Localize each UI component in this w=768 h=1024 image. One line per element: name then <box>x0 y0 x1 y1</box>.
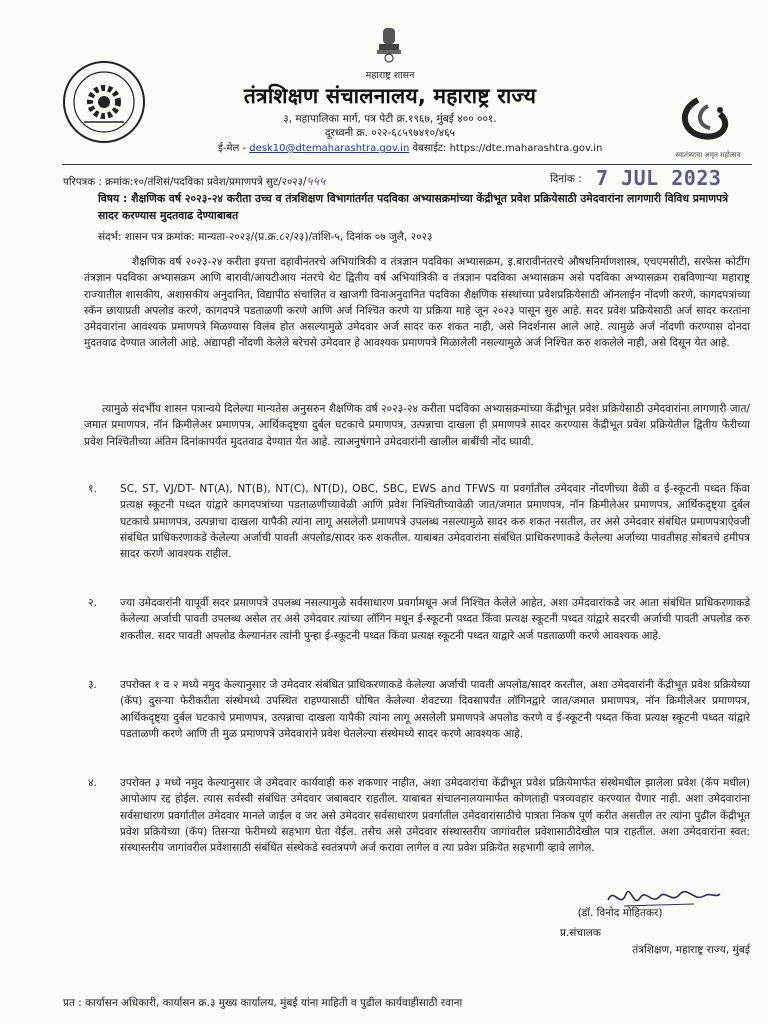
list-item-number: ४. <box>88 777 97 789</box>
email-link[interactable]: desk10@dtemaharashtra.gov.in <box>249 143 410 154</box>
date-label: दिनांक : <box>550 173 582 185</box>
list-item <box>84 677 750 742</box>
reference-line: संदर्भ: शासन पत्र क्रमांक: मान्यता-२०२३/(प्र.क्र.८२/२३)/तांशि-५, दिनांक ०७ जुलै, २०२३ <box>98 231 433 243</box>
list-item-text: ज्या उमेदवारांनी यापूर्वी सदर प्रमाणपत्रे उपलब्ध नसल्यामुळे सर्वसाधारण प्रवर्गामधून अर्ज निश्चित केलेले आहेत, अशा उमेदवारांकडे जर आता संबंधित प्राधिकरणाकडे केलेल्या अर्जाची पावती उपलब्ध असेल तर असे उमेदवार त्यांच्या लॉगिन मधून ई-स्कूटनी पध्दत किंवा प्रत्यक्ष स्कूटनी पध्दत यांद्वारे सदरची अर्जाची पावती अपलोड करु शकतील. सदर पावती अपलोड केल्यानंतर त्यांनी पुन्हा ई-स्कूटनी पध्दत किंवा प्रत्यक्ष स्कूटनी पध्दत याद्वारे अर्ज पडताळणी करणे आवश्यक आहे. <box>120 597 750 642</box>
phone-line: दूरध्वनी क्र. ०२२-६८५९७४१०/४६५ <box>324 127 456 139</box>
logo-caption: स्वातंत्र्याचा अमृत महोत्सव <box>675 151 741 159</box>
email-prefix: ई-मेल - <box>218 143 247 154</box>
list-item-number: २. <box>88 597 97 609</box>
list-item <box>84 481 750 562</box>
amrit-mahotsav-logo-icon <box>668 92 748 148</box>
date-stamp: 7 JUL 2023 <box>596 166 722 190</box>
list-item-text: उपरोक्त ३ मध्ये नमुद केल्यानुसार जे उमेदवार कार्यवाही करु शकणार नाहीत, अशा उमेदवारांचा केंद्रीभूत प्रवेश प्रक्रियेमार्फत संस्थेमधील झालेला प्रवेश (कॅप मधील) आपोआप रद्द होईल. त्यास सर्वस्वी संबंधित उमेदवार जबाबदार राहतील. याबाबत संचालनालयामार्फत कोणताही पत्रव्यवहार करण्यात येणार नाही. अशा उमेदवारांना सर्वसाधारण प्रवर्गातील उमेदवार मानले जाईल व जर असे उमेदवार सर्वसाधारण प्रवर्गातील उमेदवारांसाठीचे पात्रता निकष पूर्ण करीत असतील तर त्यांना पुढील केंद्रीभूत प्रवेश प्रक्रियेच्या (कॅप) तिसऱ्या फेरीमध्ये सहभाग घेता येईल. तसेच असे उमेदवार संस्थास्तरीय जागांवरील प्रवेशासाठीदेखील पात्र राहतील. अशा उमेदवारांना स्वत: संस्थास्तरीय जागांवरील प्रवेशासाठी संबंधित संस्थेकडे स्वतंत्रपणे अर्ज करावा लागेल व त्या प्रवेश प्रक्रियेत सहभागी व्हावे लागेल. <box>120 777 750 855</box>
list-item <box>84 595 750 644</box>
signatory-office: तंत्रशिक्षण, महाराष्ट्र राज्य, मुंबई <box>632 944 750 956</box>
address-block <box>150 112 630 140</box>
list-item-text: SC, ST, VJ/DT- NT(A), NT(B), NT(C), NT(D), OBC, SBC, EWS and TFWS या प्रवर्गातील उमेदवार नोंदणीच्या वेळी व ई-स्कूटनी पध्दत किंवा प्रत्यक्ष स्कूटनी पध्दत यांद्वारे कागदपत्रांच्या पडताळणीच्यावेळी आणि प्रवेश निश्चितीच्यावेळी जात/जमात प्रमाणपत्र, नॉन क्रिमीलेअर प्रमाणपत्र, आर्थिकदृष्ट्या दुर्बल घटकाचे प्रमाणपत्र, उत्पन्नाचा दाखला यापैकी त्यांना लागू असलेली प्रमाणपत्रे उपलब्ध नसल्यामुळे सादर करु शकत नसतील, तर असे उमेदवार संबंधित प्रमाणपत्राऐवजी संबंधित प्राधिकरणाकडे केलेल्या अर्जाची पावती अपलोड/सादर करु शकतील. याबाबत उमेदवारांना संबंधित प्राधिकरणाकडे केलेल्या अर्जाच्या पावतीसह सोबतचे हमीपत्र सादर करणे आवश्यक राहील. <box>120 483 750 561</box>
list-item-number: ३. <box>88 679 97 691</box>
circular-number-text: परिपत्रक : क्रमांक:१०/तंशिसं/पदविका प्रवेश/प्रमाणपत्रे सुट/२०२३/ <box>63 176 307 188</box>
list-item-text: उपरोक्त १ व २ मध्ये नमुद केल्यानुसार जे उमेदवार संबंधित प्राधिकरणाकडे केलेल्या अर्जाची पावती अपलोड/सादर करतील, अशा उमेदवारांनी केंद्रीभूत प्रवेश प्रक्रियेच्या (कॅप) दुसऱ्या फेरीकरीता संस्थेमध्ये उपस्थित राहण्यासाठी घोषित केलेल्या शेवटच्या दिवसापर्यंत लॉगिनद्वारे जात/जमात प्रमाणपत्र, नॉन क्रिमीलेअर प्रमाणपत्र, आर्थिकदृष्ट्या दुर्बल घटकाचे प्रमाणपत्र, उत्पन्नाचा दाखला यापैकी त्यांना लागू असलेली प्रमाणपत्रे अपलोड करणे व ई-स्कूटनी पध्दत किंवा प्रत्यक्ष स्कूटनी पध्दत यांद्वारे पडताळणी करणे आणि ती मुळ प्रमाणपत्रे उमेदवारांने प्रवेश घेतलेल्या संस्थेमध्ये सादर करणे आवश्यक आहे. <box>120 679 750 740</box>
signatory-name: (डॉ. विनोद मोहितकर) <box>577 907 663 919</box>
paragraph-2 <box>84 401 750 450</box>
paragraph-2-text: त्यामुळे संदर्भीय शासन पत्रान्वये दिलेल्या मान्यतेस अनुसरुन शैक्षणिक वर्ष २०२३-२४ करीता पदविका अभ्यासक्रमांच्या केंद्रीभूत प्रवेश प्रक्रियेसाठी उमेदवारांना लागणारी जात/ जमात प्रमाणपत्र, नॉन क्रिमीलेअर प्रमाणपत्र, आर्थिकदृष्ट्या दुर्बल घटकाचे प्रमाणपत्र, उत्पन्नाचा दाखला ही प्रमाणपत्रे सादर करण्यास केंद्रीभूत प्रवेश प्रक्रियेतील द्वितीय फेरीच्या प्रवेश निश्चितीच्या अंतिम दिनांकापर्यंत मुदतवाढ देण्यात येत आहे. त्याअनुषंगाने उमेदवारांनी खालील बाबींची नोंद घ्यावी. <box>84 403 750 448</box>
address-line: ३, महापालिका मार्ग, पत्र पेटी क्र.१९६७, मुंबई ४०० ००१. <box>283 113 497 125</box>
dte-seal-icon <box>62 60 146 144</box>
email-line <box>218 140 638 154</box>
header-divider <box>62 164 752 165</box>
website-text: वेबसाईट: https://dte.maharashtra.gov.in <box>412 143 603 154</box>
paragraph-1-text: शैक्षणिक वर्ष २०२३-२४ करीता इयत्ता दहावीनंतरचे अभियांत्रिकी व तंत्रज्ञान पदविका अभ्यासक्रम, इ.बारावीनंतरचे औषधनिर्माणशास्त्र, एचएमसीटी, सरफेस कोटींग तंत्रज्ञान पदविका अभ्यासक्रम आणि बारावी/आयटीआय नंतरचे थेट द्वितीय वर्ष अभियांत्रिकी व तंत्रज्ञान पदविका अभ्यासक्रम असे पदविका अभ्यासक्रम राबविणाऱ्या महाराष्ट्र राज्यातील शासकीय, अशासकीय अनुदानित, विद्यापीठ संचालित व खाजगी विनाअनुदानित पदविका शैक्षणिक संस्थांच्या प्रवेशप्रक्रियेसाठी ऑनलाईन नोंदणी करणे, कागदपत्रांच्या स्कॅन छायाप्रती अपलोड करणे, कागदपत्रे पडताळणी करणे आणि अर्ज निश्चित करणे या प्रक्रिया माहे जून २०२३ पासून सुरु आहे. सदर प्रवेश प्रक्रियेसाठी अर्ज सादर करतांना उमेदवारांना आवश्यक प्रमाणपत्रे मिळण्यास विलंब होत असल्यामुळे उमेदवार अर्ज सादर करु शकत नाही, असे निदर्शनास आले आहे. त्यामुळे अर्ज नोंदणी करण्यास दोनदा मुदतवाढ देण्यात आलेली आहे. अद्यापही नोंदणी केलेले बरेचसे उमेदवार हे आवश्यक प्रमाणपत्रे मिळालेली नसल्यामुळे अर्ज निश्चित करु शकलेले नाही, असे दिसून येत आहे. <box>84 256 750 350</box>
list-item-number: १. <box>88 483 97 495</box>
list-item <box>84 775 750 856</box>
signatory-post: प्र.संचालक <box>560 927 601 939</box>
copy-to: प्रत : कार्यासन अधिकारी, कार्यासन क्र.३ मुख्य कार्यालय, मुंबई यांना माहिती व पुढील कार्यवाहीसाठी रवाना <box>63 997 463 1009</box>
paragraph-1 <box>84 254 750 352</box>
state-label: महाराष्ट्र शासन <box>365 70 415 81</box>
circular-number <box>63 172 563 189</box>
state-emblem-icon <box>371 24 407 66</box>
subject: विषय : शैक्षणिक वर्ष २०२३-२४ करीता उच्च व तंत्रशिक्षण विभागांतर्गत पदविका अभ्यासक्रमांच्या केंद्रीभूत प्रवेश प्रक्रियेसाठी उमेदवारांना लागणारी विविध प्रमाणपत्रे सादर करण्यास मुदतवाढ देण्याबाबत <box>98 192 729 222</box>
department-title: तंत्रशिक्षण संचालनालय, महाराष्ट्र राज्य <box>243 84 537 108</box>
handwritten-number: ५५५ <box>306 174 326 188</box>
